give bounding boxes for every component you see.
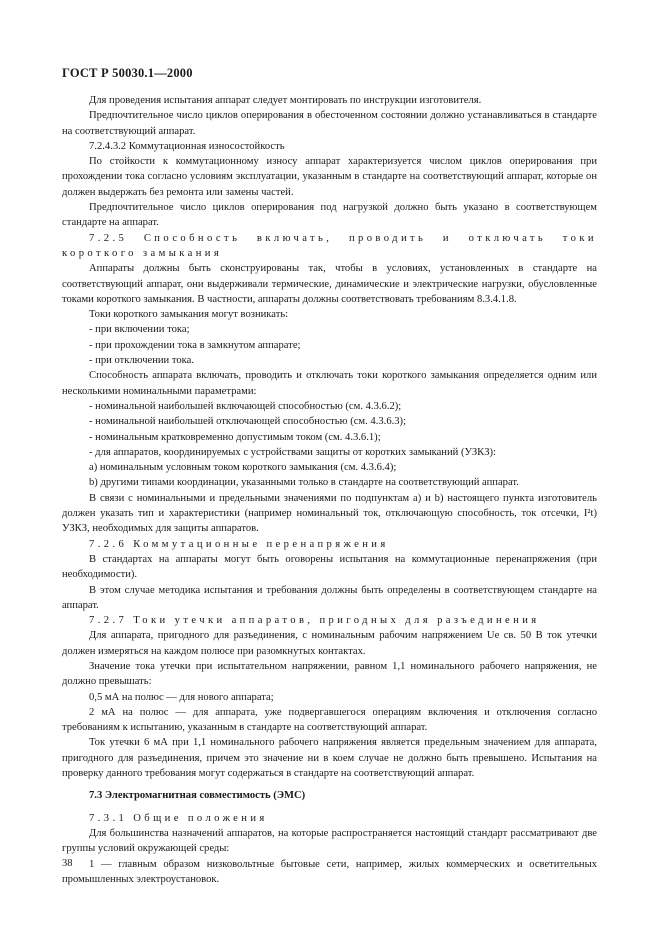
subsection-heading: 7.2.5 Способность включать, проводить и отключать токи короткого замыкания (62, 232, 597, 259)
paragraph: Предпочтительное число циклов оперирования в обесточенном состоянии должно устанавливаться в стандарте на соответствующий аппарат. (62, 110, 597, 137)
paragraph: Для большинства назначений аппаратов, на которые распространяется настоящий стандарт рассматривают две группы условий окружающей среды: (62, 827, 597, 855)
document-body (62, 93, 597, 887)
subsection-heading: 7.3.1 Общие положения (89, 812, 268, 824)
subsection-heading: 7.2.6 Коммутационные перенапряжения (89, 538, 389, 550)
list-item: а) номинальным условным током короткого замыкания (см. 4.3.6.4); (89, 462, 397, 474)
paragraph: Токи короткого замыкания могут возникать: (89, 309, 289, 321)
list-item: - номинальной наибольшей отключающей способностью (см. 4.3.6.3); (89, 416, 407, 428)
paragraph: Способность аппарата включать, проводить и отключать токи короткого замыкания определяется одним или несколькими номинальными параметрами: (62, 370, 597, 397)
paragraph: Для проведения испытания аппарат следует монтировать по инструкции изготовителя. (89, 95, 482, 106)
list-item: 0,5 мА на полюс — для нового аппарата; (89, 691, 274, 703)
paragraph: По стойкости к коммутационному износу аппарат характеризуется числом циклов оперирования при прохождении тока согласно условиям эксплуатации, указанным в стандарте на соответствующий аппарат, которые он должен выдержать без ремонта или замены частей. (62, 156, 597, 198)
paragraph: Предпочтительное число циклов оперирования под нагрузкой должно быть указано в соответствующем стандарте на аппарат. (62, 202, 597, 229)
list-item: - для аппаратов, координируемых с устройствами защиты от коротких замыканий (УЗКЗ): (89, 446, 497, 458)
list-item: - номинальной наибольшей включающей способностью (см. 4.3.6.2); (89, 400, 402, 412)
list-item: 2 мА на полюс — для аппарата, уже подвергавшегося операциям включения и отключения согласно требованиям к испытанию, указанным в стандарте на соответствующий аппарат. (62, 706, 597, 734)
paragraph: Ток утечки 6 мА при 1,1 номинального рабочего напряжения является предельным значением для аппарата, пригодного для разъединения, причем это значение ни в коем случае не должно быть превышено. Испытания на проверку данного требования могут содержаться в стандарте на соответствующий аппарат. (62, 737, 597, 780)
page-number: 38 (62, 858, 73, 869)
subsection-heading: 7.2.4.3.2 Коммутационная износостойкость (89, 140, 285, 152)
paragraph: Аппараты должны быть сконструированы так, чтобы в условиях, установленных в стандарте на соответствующий аппарат, они выдерживали термические, динамические и электрические нагрузки, обусловленные токами короткого замыкания. В частности, аппараты должны соответствовать требованиям 8.3.4.1.8. (62, 263, 597, 305)
list-item: - при отключении тока. (89, 355, 195, 367)
paragraph: 1 — главным образом низковольтные бытовые сети, например, жилых коммерческих и осветительных промышленных электроустановок. (62, 858, 597, 885)
document-header: ГОСТ Р 50030.1—2000 (62, 66, 193, 80)
subsection-heading: 7.2.7 Токи утечки аппаратов, пригодных для разъединения (89, 615, 540, 627)
list-item: - при включении тока; (89, 324, 190, 336)
paragraph: Значение тока утечки при испытательном напряжении, равном 1,1 номинального рабочего напряжения, не должно превышать: (62, 660, 597, 688)
list-item: - номинальным кратковременно допустимым током (см. 4.3.6.1); (89, 431, 381, 443)
paragraph: Для аппарата, пригодного для разъединения, с номинальным рабочим напряжением Ue св. 50 В ток утечки должен измеряться на каждом полюсе при разомкнутых контактах. (62, 630, 597, 657)
section-heading: 7.3 Электромагнитная совместимость (ЭМС) (89, 790, 306, 802)
paragraph: В стандартах на аппараты могут быть оговорены испытания на коммутационные перенапряжения (при необходимости). (62, 553, 597, 581)
paragraph: В связи с номинальными и предельными значениями по подпунктам а) и b) настоящего пункта изготовитель должен указать тип и характеристики (например номинальный ток, отключающую способность, ток отсечки, I²t) УЗКЗ, необходимых для защиты аппаратов. (62, 492, 597, 535)
list-item: b) другими типами координации, указанными только в стандарте на соответствующий аппарат. (89, 477, 519, 489)
list-item: - при прохождении тока в замкнутом аппарате; (89, 339, 301, 351)
paragraph: В этом случае методика испытания и требования должны быть определены в соответствующем стандарте на аппарат. (62, 584, 597, 611)
